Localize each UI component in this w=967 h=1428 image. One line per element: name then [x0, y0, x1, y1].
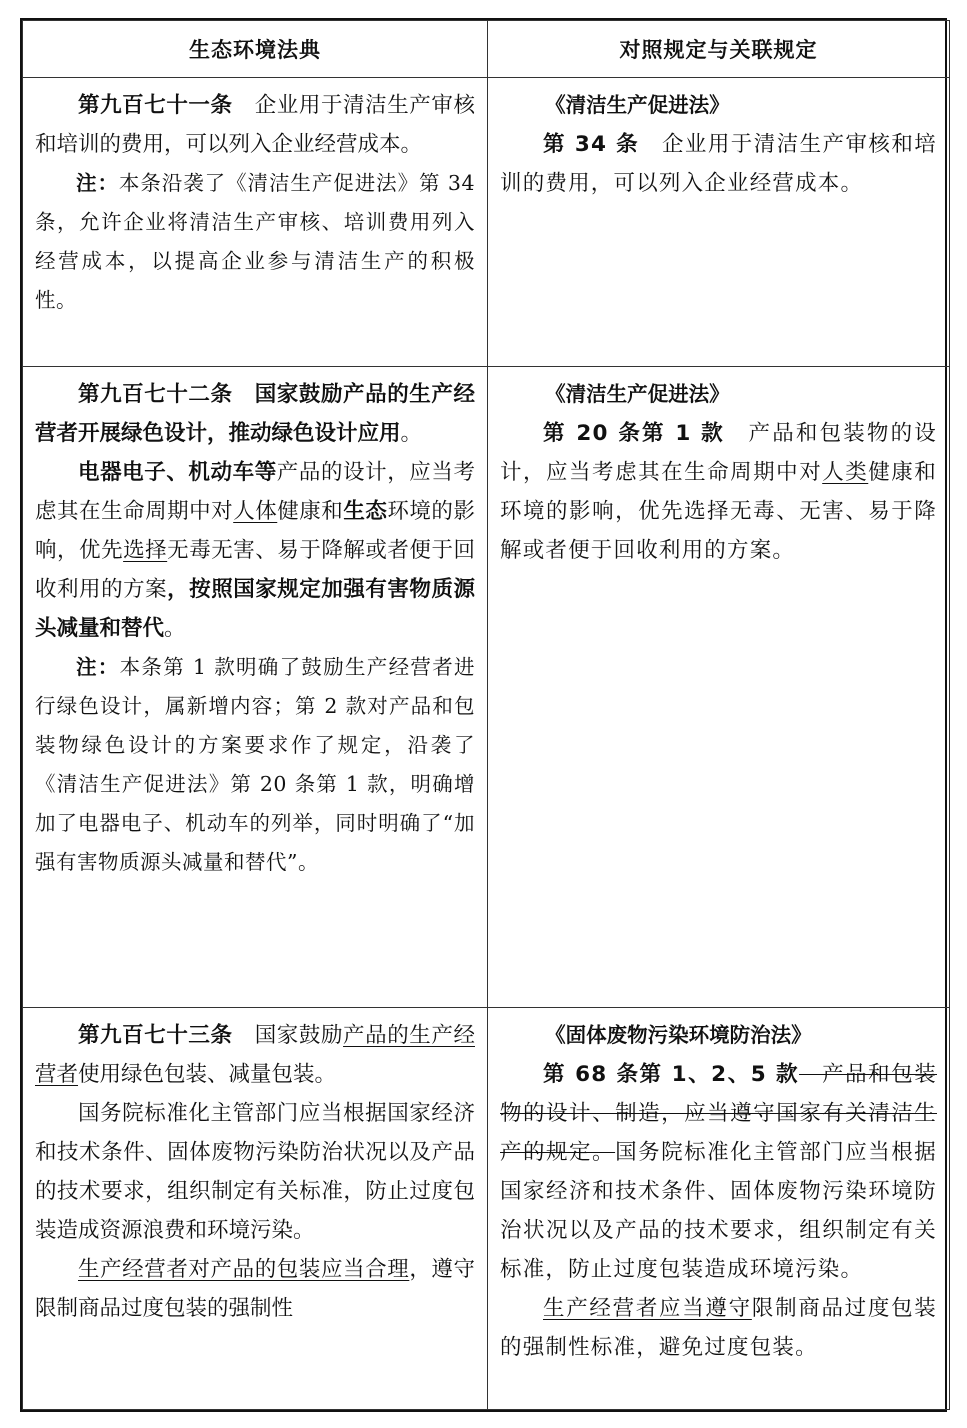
reference-cell	[488, 367, 950, 1008]
article-text: ，遵守限制商品过度包装的强制性	[35, 1257, 475, 1321]
punct: 。	[400, 421, 423, 446]
comparison-table	[22, 20, 950, 1410]
reference-article: 第 68 条第 1、2、5 款	[543, 1062, 800, 1087]
changed-text: 生产经营者对产品的包装应当合理	[78, 1257, 410, 1282]
comparison-page	[20, 18, 947, 1412]
reference-paragraph	[500, 1289, 937, 1367]
article-paragraph	[35, 1016, 475, 1094]
source-law: 《固体废物污染环境防治法》	[545, 1023, 812, 1047]
deleted-text: 产品和包装物的设计、制造，应当遵守国家有关清洁生产的规定。	[500, 1062, 937, 1165]
code-cell	[23, 78, 488, 367]
code-cell	[23, 367, 488, 1008]
changed-text: 产品的生产经营者	[35, 1023, 475, 1087]
article-paragraph	[35, 375, 475, 453]
added-text: 生态	[343, 499, 388, 524]
changed-text: 生产经营者应当遵守	[543, 1296, 752, 1321]
table-row	[23, 367, 950, 1008]
punct: 。	[164, 616, 186, 641]
added-text: 电器电子、机动车等	[78, 460, 277, 485]
article-title: 第九百七十二条	[78, 382, 233, 407]
article-text: 国家鼓励	[232, 1023, 344, 1048]
table-row	[23, 78, 950, 367]
note-paragraph	[35, 164, 475, 320]
article-paragraph	[35, 1250, 475, 1328]
article-text: 产品的设计，应当考虑其在生命周期中对	[35, 460, 475, 524]
reference-paragraph	[500, 414, 937, 570]
article-paragraph	[35, 86, 475, 164]
reference-paragraph	[500, 125, 937, 203]
article-title: 第九百七十一条	[78, 93, 233, 118]
header-right: 对照规定与关联规定	[488, 21, 950, 78]
article-text: 使用绿色包装、减量包装。	[78, 1062, 337, 1087]
note-label: 注：	[76, 171, 119, 195]
reference-cell	[488, 78, 950, 367]
code-cell	[23, 1008, 488, 1410]
article-text: 企业用于清洁生产审核和培训的费用，可以列入企业经营成本。	[35, 93, 475, 157]
changed-text: 人类	[822, 460, 869, 485]
reference-text: 企业用于清洁生产审核和培训的费用，可以列入企业经营成本。	[500, 132, 937, 196]
added-text: ，按照国家规定加强有害物质源头减量和替代	[35, 577, 475, 641]
reference-text: 限制商品过度包装的强制性标准，避免过度包装。	[500, 1296, 937, 1360]
reference-article: 第 34 条	[543, 132, 640, 157]
reference-text: 健康和环境的影响，优先选择无毒、无害、易于降解或者便于回收利用的方案。	[500, 460, 937, 563]
reference-paragraph	[500, 1055, 937, 1289]
article-text: 无毒无害、易于降解或者便于回收利用的方案	[35, 538, 475, 602]
note-text: 本条沿袭了《清洁生产促进法》第 34 条，允许企业将清洁生产审核、培训费用列入经营成本，以提高企业参与清洁生产的积极性。	[35, 171, 476, 312]
note-paragraph	[35, 648, 475, 882]
header-left: 生态环境法典	[23, 21, 488, 78]
changed-text: 人体	[233, 499, 278, 524]
reference-text: 产品和包装物的设计，应当考虑其在生命周期中对	[500, 421, 937, 485]
changed-text: 选择	[123, 538, 168, 563]
note-text: 本条第 1 款明确了鼓励生产经营者进行绿色设计，属新增内容；第 2 款对产品和包装物绿色设计的方案要求作了规定，沿袭了《清洁生产促进法》第 20 条第 1 款，明确增加了电器电子、机动车的列举，同时明确了“加强有害物质源头减量和替代”。	[35, 655, 476, 874]
article-paragraph	[35, 453, 475, 648]
article-text-new: 国家鼓励产品的生产经营者开展绿色设计，推动绿色设计应用	[35, 382, 475, 446]
note-label: 注：	[76, 655, 120, 679]
article-text: 环境的影响，优先	[35, 499, 475, 563]
table-row	[23, 1008, 950, 1410]
article-paragraph: 国务院标准化主管部门应当根据国家经济和技术条件、固体废物污染防治状况以及产品的技术要求，组织制定有关标准，防止过度包装造成资源浪费和环境污染。	[35, 1101, 475, 1243]
article-text: 健康和	[277, 499, 344, 524]
source-law: 《清洁生产促进法》	[545, 382, 730, 406]
article-title: 第九百七十三条	[78, 1023, 233, 1048]
reference-cell	[488, 1008, 950, 1410]
source-law: 《清洁生产促进法》	[545, 93, 730, 117]
reference-text: 国务院标准化主管部门应当根据国家经济和技术条件、固体废物污染环境防治状况以及产品的技术要求，组织制定有关标准，防止过度包装造成环境污染。	[500, 1140, 937, 1282]
reference-article: 第 20 条第 1 款	[543, 421, 725, 446]
